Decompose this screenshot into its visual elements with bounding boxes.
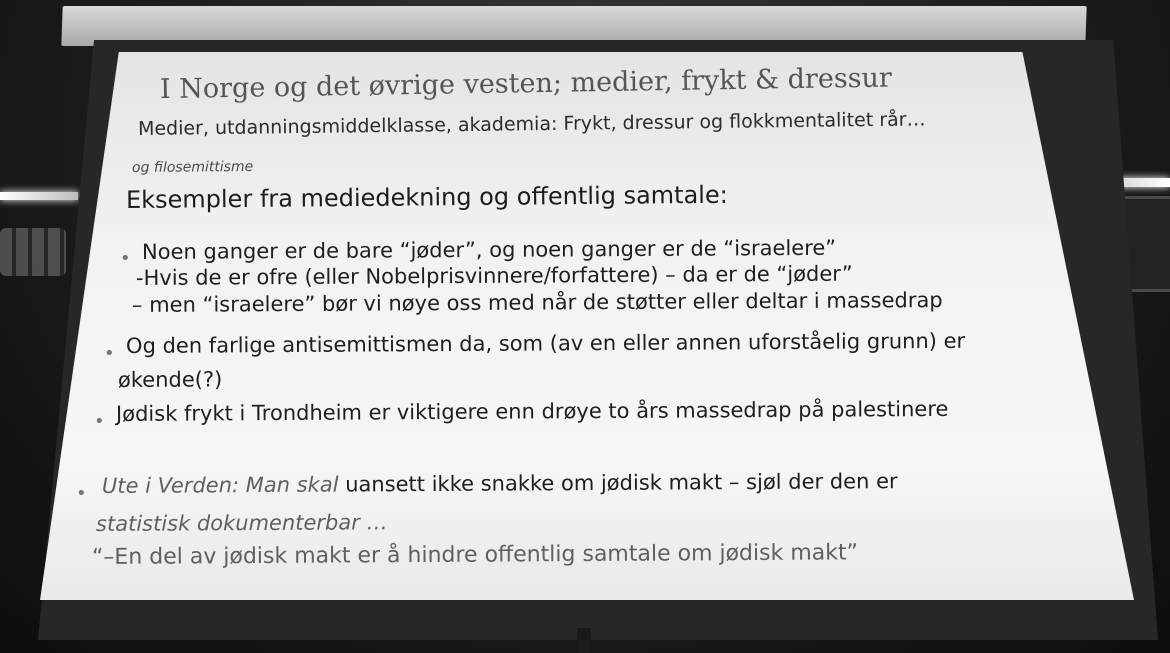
- slide-subtitle: Medier, utdanningsmiddelklasse, akademia: Frykt, dressur og flokkmentalitet rår…: [137, 108, 926, 140]
- slide-heading: Eksempler fra mediedekning og offentlig samtale:: [125, 180, 728, 214]
- bullet-marker: •: [76, 483, 87, 504]
- bullet-marker: •: [120, 248, 131, 269]
- bullet-4-rest: uansett ikke snakke om jødisk makt – sjøl der den er: [338, 469, 898, 497]
- bullet-4-emphasis: skal: [296, 472, 339, 497]
- bullet-4-line-1: [102, 469, 898, 498]
- bullet-1: Noen ganger er de bare “jøder”, og noen ganger er de “israelere”: [141, 235, 837, 264]
- screen-stand: [577, 628, 591, 653]
- ceiling-light-left: [0, 192, 78, 200]
- bullet-marker: •: [94, 411, 105, 432]
- shelf-jars: [0, 228, 66, 276]
- bullet-3: Jødisk frykt i Trondheim er viktigere enn drøye to års massedrap på palestinere: [115, 396, 949, 426]
- bullet-1-sub-2: – men “israelere” bør vi nøye oss med når de støtter eller deltar i massedrap: [131, 288, 943, 317]
- slide-subnote: og filosemittisme: [131, 158, 254, 176]
- bullet-1-sub-1: -Hvis de er ofre (eller Nobelprisvinnere/forfattere) – da er de “jøder”: [135, 261, 853, 290]
- bullet-2-line-1: Og den farlige antisemittismen da, som (av en eller annen uforståelig grunn) er: [125, 328, 966, 358]
- slide-title: I Norge og det øvrige vesten; medier, frykt & dressur: [159, 62, 893, 105]
- bullet-marker: •: [104, 343, 115, 364]
- bullet-2-line-2: økende(?): [117, 367, 223, 392]
- bullet-4-line-2: statistisk dokumenterbar …: [95, 510, 388, 536]
- bullet-4-prefix: Ute i Verden: Man: [101, 472, 297, 498]
- bullet-4-quote: “–En del av jødisk makt er å hindre offentlig samtale om jødisk makt”: [91, 540, 859, 570]
